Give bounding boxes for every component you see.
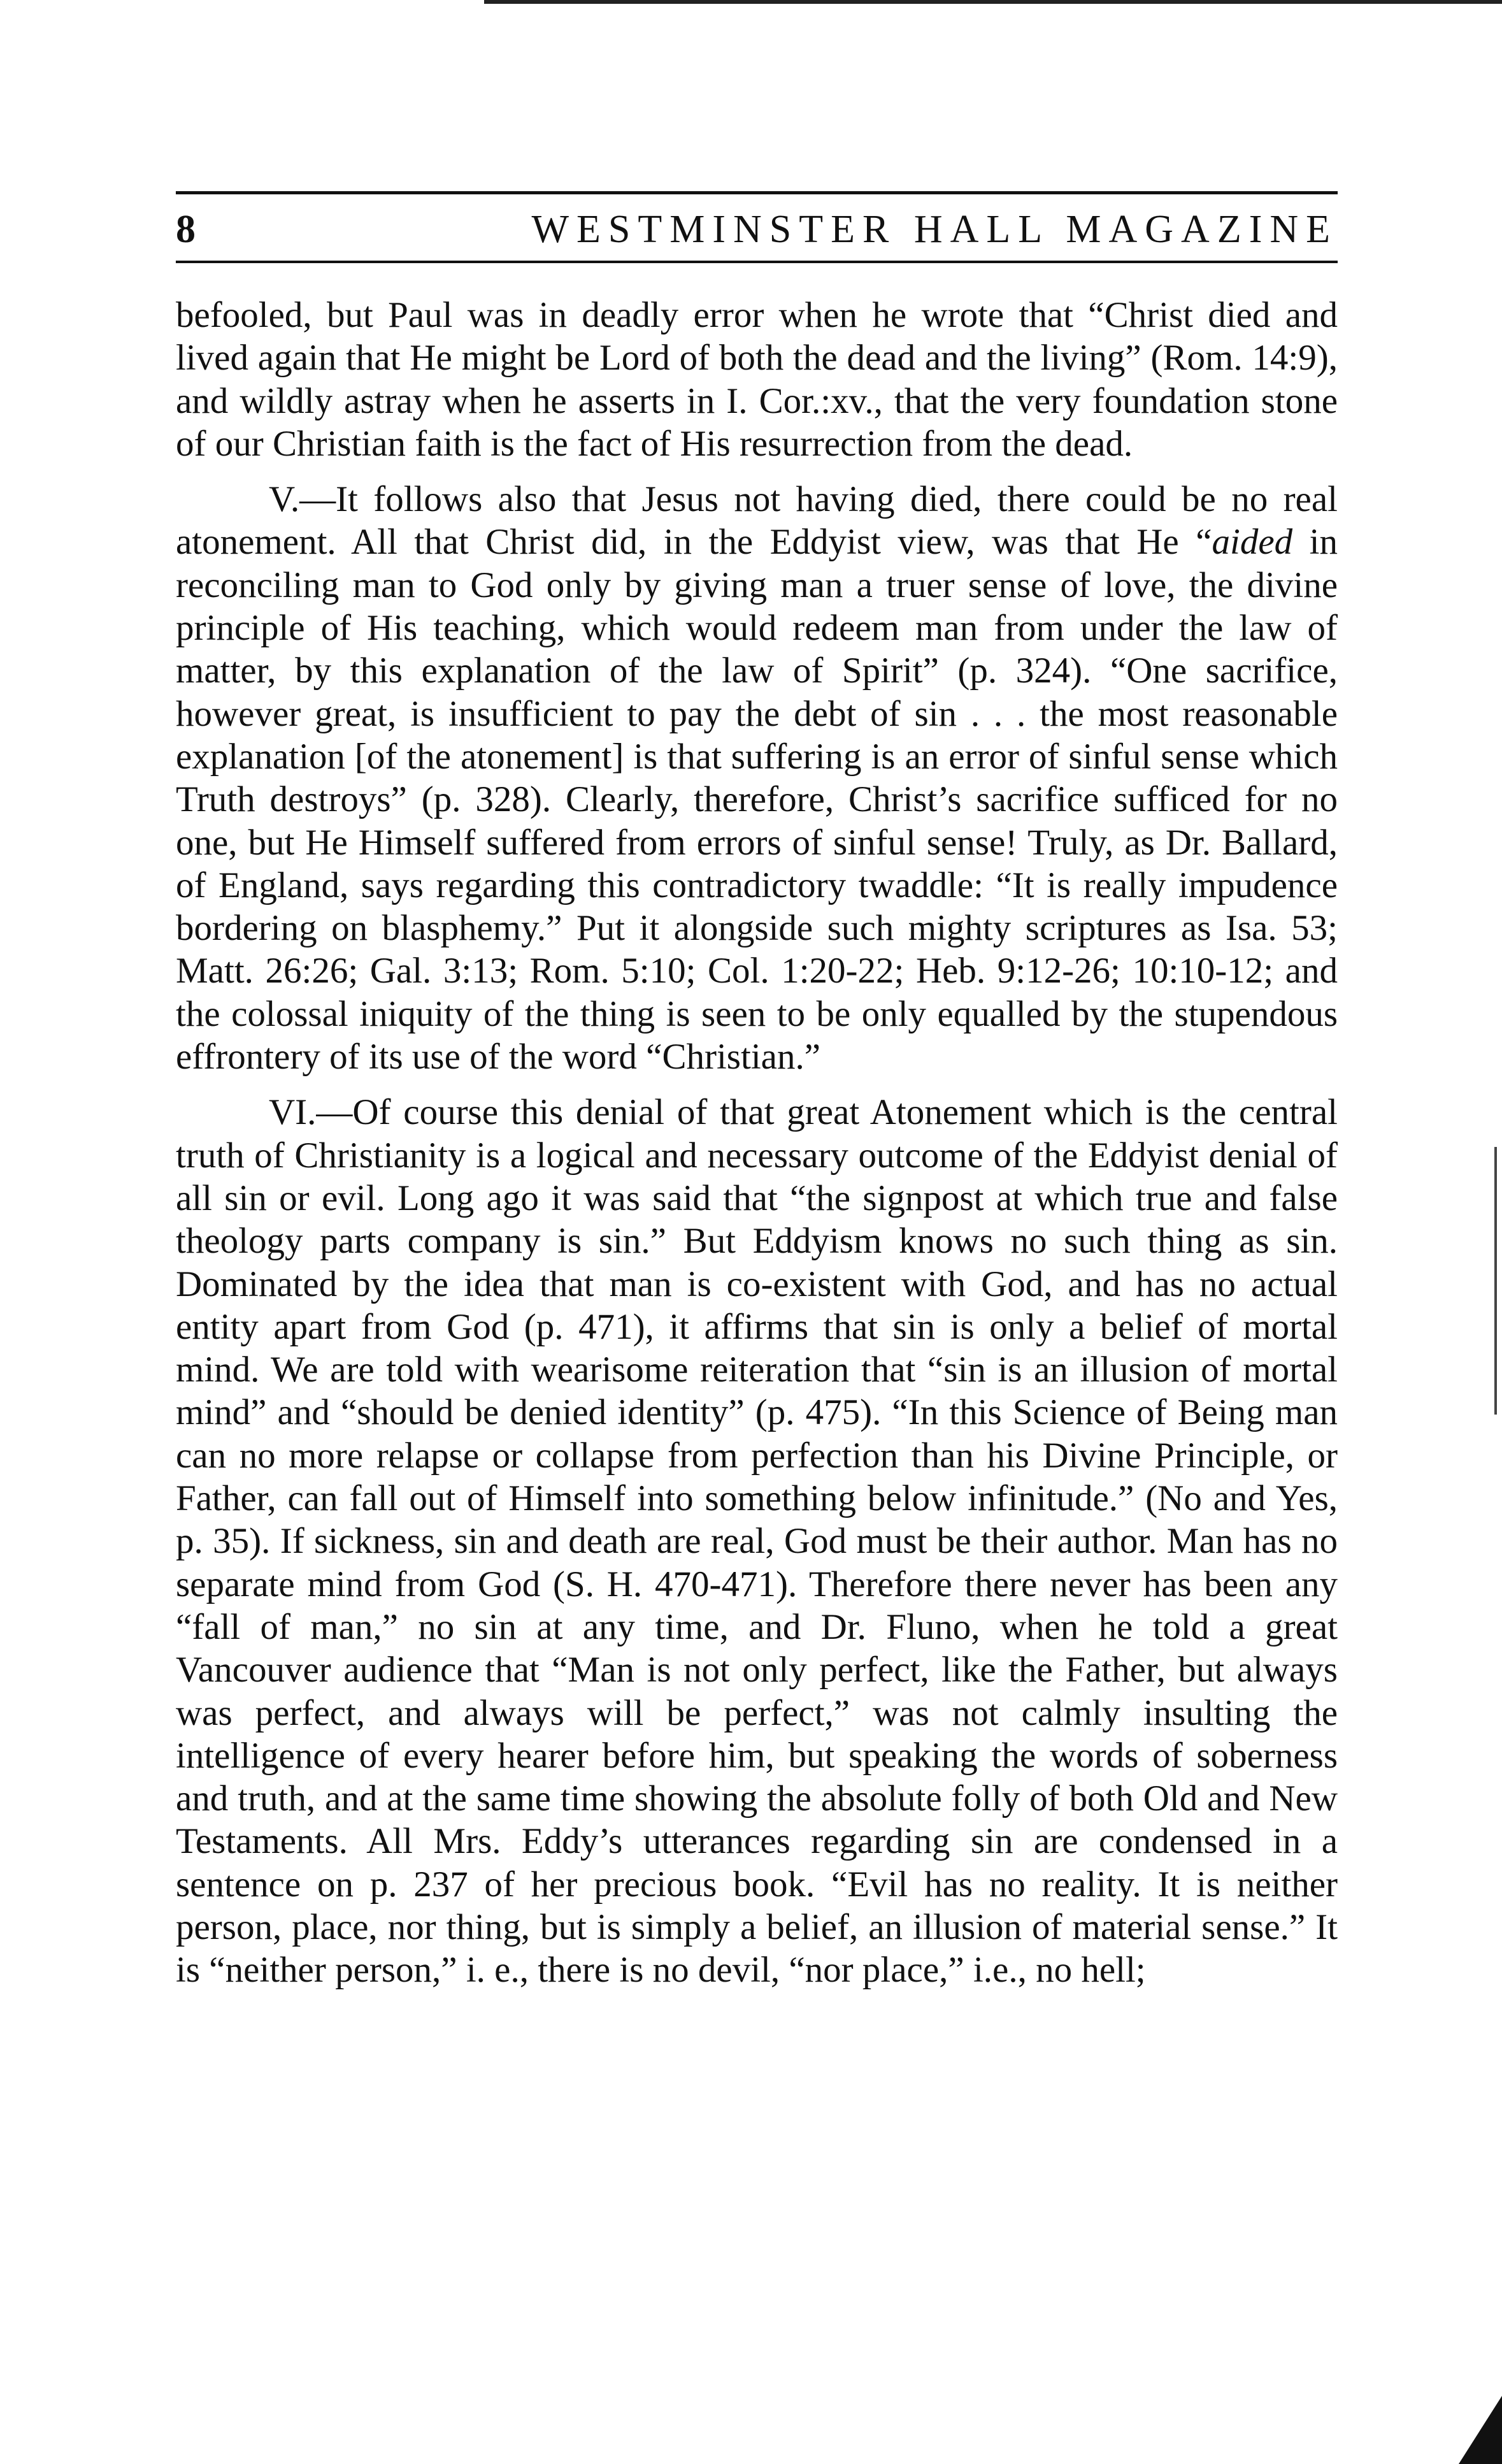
paragraph-continued: befooled, but Paul was in deadly error when he wrote that “Christ died and lived again that He might be Lord of both the dead and the living” (Rom. 14:9), and wildly astray when he asserts in I. Cor.:xv., that the very foundation stone of our Christian faith is the fact of His resurrection from the dead. [176,295,1338,464]
article-body [176,294,1338,1992]
page-header [176,191,1338,264]
running-title: WESTMINSTER HALL MAGAZINE [531,208,1338,251]
paragraph-section-vi: VI.—Of course this denial of that great Atonement which is the central truth of Christianity is a logical and necessary outcome of the Eddyist denial of all sin or evil. Long ago it was said that “the signpost at which true and false theology parts company is sin.” But Eddyism knows no such thing as sin. Dominated by the idea that man is co-existent with God, and has no actual entity apart from God (p. 471), it affirms that sin is only a belief of mortal mind. We are told with wearisome reiteration that “sin is an illusion of mortal mind” and “should be denied identity” (p. 475). “In this Science of Being man can no more relapse or collapse from perfection than his Divine Principle, or Father, can fall out of Himself into something below infinitude.” (No and Yes, p. 35). If sickness, sin and death are real, God must be their author. Man has no separate mind from God (S. H. 470-471). Therefore there never has been any “fall of man,” no sin at any time, and Dr. Fluno, when he told a great Vancouver audience that “Man is not only perfect, like the Father, but always was perfect, and always will be perfect,” was not calmly insulting the intelligence of every hearer before him, but speaking the words of soberness and truth, and at the same time showing the absolute folly of both Old and New Testaments. All Mrs. Eddy’s utterances regarding sin are condensed in a sentence on p. 237 of her precious book. “Evil has no reality. It is neither person, place, nor thing, but is simply a belief, an illusion of material sense.” It is “neither person,” i. e., there is no devil, “nor place,” i.e., no hell; [176,1092,1338,1991]
paragraph-section-v [176,478,1338,1078]
magazine-page [176,191,1338,1992]
page-number: 8 [176,208,196,251]
paragraph-section-v-start: V.—It follows also that Jesus not having died, there could be no real atonement. All that Christ did, in the Eddyist view, was that He “ [176,479,1338,563]
scan-corner-shadow [1459,2396,1502,2464]
header-rule [176,261,1338,263]
paragraph-section-v-rest: in reconciling man to God only by giving man a truer sense of love, the divine principle of His teaching, which would redeem man from under the law of matter, by this explanation of the law of Spirit” (p. 324). “One sacrifice, however great, is insufficient to pay the debt of sin . . . the most reasonable explanation [of the atonement] is that suffering is an error of sinful sense which Truth destroys” (p. 328). Clearly, therefore, Christ’s sacrifice sufficed for no one, but He Himself suffered from errors of sinful sense! Truly, as Dr. Ballard, of England, says regarding this contradictory twaddle: “It is really impudence bordering on blasphemy.” Put it alongside such mighty scriptures as Isa. 53; Matt. 26:26; Gal. 3:13; Rom. 5:10; Col. 1:20-22; Heb. 9:12-26; 10:10-12; and the colossal iniquity of the thing is seen to be only equalled by the stupendous effrontery of its use of the word “Christian.” [176,522,1338,1077]
scan-edge-top [484,0,1502,4]
emphasis-aided: aided [1212,522,1293,563]
scan-edge-right [1494,1147,1497,1415]
